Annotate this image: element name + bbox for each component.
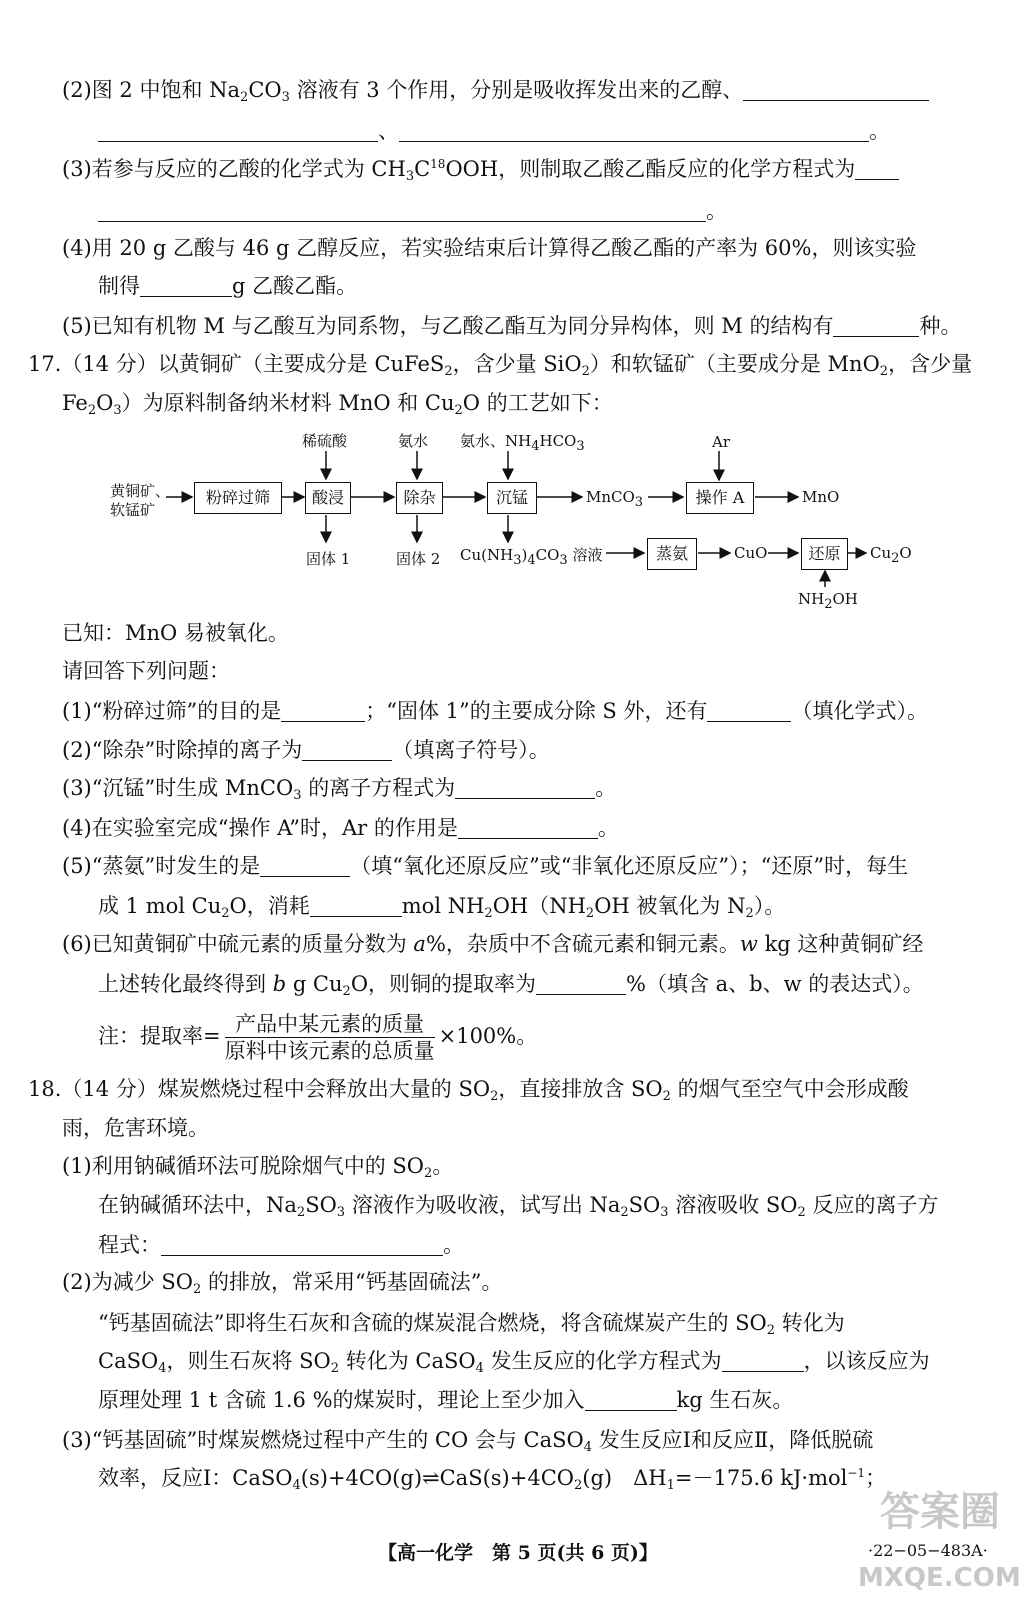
q16-part3-line2: 。 (98, 196, 727, 226)
paper-code: ·22−05−483A· (868, 1541, 988, 1560)
product-cu2o: $Cu_2O$ (870, 544, 912, 566)
watermark-logo: 答案圈 (880, 1489, 1000, 1535)
q17-intro-line1: 17.（14 分）以黄铜矿（主要成分是 CuFeS$_2$，含少量 SiO$_2$）和软锰矿（主要成分是 MnO$_2$，含少量 (28, 352, 973, 379)
answer-blank[interactable] (310, 894, 402, 917)
q17-part1: (1)“粉碎过筛”的目的是 ；“固体 1”的主要成分除 S 外，还有 （填化学式）。 (62, 699, 928, 723)
q18-part3-line1: (3)“钙基固硫”时煤炭燃烧过程中产生的 CO 会与 CaSO$_4$ 发生反应Ⅰ和反应Ⅱ，降低脱硫 (62, 1428, 874, 1455)
answer-blank[interactable] (707, 699, 791, 722)
cu-ammine-solution: $Cu(NH_3)_4CO_3$ 溶液 (460, 546, 603, 568)
answer-blank[interactable] (855, 157, 899, 180)
flow-arrows (100, 425, 920, 615)
q17-part6-line2: 上述转化最终得到 b g $Cu_2O$，则铜的提取率为 %（填含 a、b、w 的表达式）。 (98, 972, 924, 999)
raw-material-1: 黄铜矿、 (110, 482, 171, 500)
q18-part3-line2: 效率，反应Ⅰ：$CaSO_4(s)+4CO(g)\rightleftharpoons CaS(s)+4CO_2(g)$ $\Delta H_1=-175.6$ kJ·mol$^{-1}$； (98, 1466, 887, 1493)
input-argon: Ar (712, 433, 731, 451)
answer-blank[interactable] (536, 972, 626, 995)
answer-blank[interactable] (281, 699, 365, 722)
q16-part5: (5)已知有机物 M 与乙酸互为同系物，与乙酸乙酯互为同分异构体，则 M 的结构有 种。 (62, 314, 962, 338)
q17-intro-line2: $Fe_2O_3$）为原料制备纳米材料 MnO 和 $Cu_2O$ 的工艺如下： (62, 391, 613, 418)
step-precipitate-mn: 沉锰 (487, 482, 537, 514)
q16-part4-line1: (4)用 20 g 乙酸与 46 g 乙醇反应，若实验结束后计算得乙酸乙酯的产率为 60%，则该实验 (62, 236, 917, 260)
product-cuo: CuO (734, 544, 768, 562)
answer-blank[interactable] (455, 776, 595, 799)
step-reduce: 还原 (801, 538, 848, 570)
step-steam-ammonia: 蒸氨 (647, 538, 697, 570)
answer-blank[interactable] (302, 738, 392, 761)
page-footer: 【高一化学 第 5 页(共 6 页)】 (378, 1542, 658, 1564)
q17-ask: 请回答下列问题： (62, 659, 230, 683)
q17-known: 已知：MnO 易被氧化。 (62, 621, 289, 645)
q18-part1-line3: 程式： 。 (98, 1233, 464, 1257)
answer-blank[interactable] (743, 78, 929, 101)
q17-note: 注：提取率= $\frac{\text{产品中某元素的质量}}{\text{原料中该元素的总质量}}$ ×100%。 (98, 1012, 538, 1063)
raw-material-2: 软锰矿 (110, 501, 156, 519)
answer-blank[interactable] (458, 816, 598, 839)
answer-blank[interactable] (833, 314, 919, 337)
answer-blank[interactable] (399, 119, 869, 142)
q17-part4: (4)在实验室完成“操作 A”时，Ar 的作用是 。 (62, 816, 619, 840)
step-operation-a: 操作 A (686, 482, 754, 514)
answer-blank[interactable] (161, 1233, 443, 1256)
q18-part1-line1: (1)利用钠碱循环法可脱除烟气中的 $SO_2$。 (62, 1154, 454, 1181)
answer-blank[interactable] (98, 199, 706, 222)
q16-part4-line2: 制得 g 乙酸乙酯。 (98, 274, 358, 298)
step-crush: 粉碎过筛 (194, 482, 282, 514)
input-ammonia-nh4hco3: 氨水、$NH_4HCO_3$ (460, 432, 585, 454)
q18-part2-line3: CaSO$_4$，则生石灰将 $SO_2$ 转化为 CaSO$_4$ 发生反应的化学方程式为 ，以该反应为 (98, 1349, 930, 1376)
answer-blank[interactable] (140, 274, 232, 297)
input-dilute-acid: 稀硫酸 (302, 432, 348, 450)
q18-part2-line2: “钙基固硫法”即将生石灰和含硫的煤炭混合燃烧，将含硫煤炭产生的 $SO_2$ 转化为 (98, 1311, 845, 1338)
answer-blank[interactable] (722, 1349, 804, 1372)
answer-blank[interactable] (98, 119, 378, 142)
q16-part2-line1: (2)图 2 中饱和 $Na_2CO_3$ 溶液有 3 个作用，分别是吸收挥发出来的乙醇、 (62, 75, 929, 105)
q17-part5-line2: 成 1 mol $Cu_2O$，消耗 mol $NH_2OH(NH_2OH$ 被氧化为 $N_2$）。 (98, 894, 786, 921)
watermark-site: MXQE.COM (858, 1563, 1021, 1593)
input-ammonia: 氨水 (398, 432, 429, 450)
output-solid-2: 固体 2 (396, 550, 441, 568)
q16-part2-line2: 、 。 (98, 116, 890, 146)
q18-part2-line1: (2)为减少 $SO_2$ 的排放，常采用“钙基固硫法”。 (62, 1270, 503, 1297)
step-leach: 酸浸 (305, 482, 351, 514)
process-flow-diagram (100, 425, 920, 615)
q17-part5-line1: (5)“蒸氨”时发生的是 （填“氧化还原反应”或“非氧化还原反应”）；“还原”时，每生 (62, 854, 909, 878)
input-nh2oh: $NH_2OH$ (798, 590, 858, 612)
q17-part3: (3)“沉锰”时生成 MnCO$_3$ 的离子方程式为 。 (62, 776, 617, 803)
step-purify: 除杂 (396, 482, 443, 514)
q16-part3-line1: (3)若参与反应的乙酸的化学式为 $CH_3C^{18}OOH$，则制取乙酸乙酯反应的化学方程式为 (62, 154, 899, 184)
q17-part2: (2)“除杂”时除掉的离子为 （填离子符号）。 (62, 738, 550, 762)
q18-intro-line1: 18.（14 分）煤炭燃烧过程中会释放出大量的 $SO_2$，直接排放含 $SO_2$ 的烟气至空气中会形成酸 (28, 1077, 909, 1104)
answer-blank[interactable] (260, 854, 350, 877)
q18-part1-line2: 在钠碱循环法中，$Na_2SO_3$ 溶液作为吸收液，试写出 $Na_2SO_3$ 溶液吸收 $SO_2$ 反应的离子方 (98, 1193, 939, 1220)
answer-blank[interactable] (585, 1388, 677, 1411)
product-mno: MnO (802, 488, 840, 506)
q17-part6-line1: (6)已知黄铜矿中硫元素的质量分数为 a%，杂质中不含硫元素和铜元素。w kg 这种黄铜矿经 (62, 932, 924, 956)
q18-part2-line4: 原理处理 1 t 含硫 1.6 %的煤炭时，理论上至少加入 kg 生石灰。 (98, 1388, 794, 1412)
extraction-rate-fraction: $\frac{\text{产品中某元素的质量}}{\text{原料中该元素的总质量}}$ (224, 1012, 435, 1063)
product-mnco3: MnCO$_3$ (586, 488, 644, 510)
output-solid-1: 固体 1 (306, 550, 351, 568)
q18-intro-line2: 雨，危害环境。 (62, 1116, 209, 1140)
